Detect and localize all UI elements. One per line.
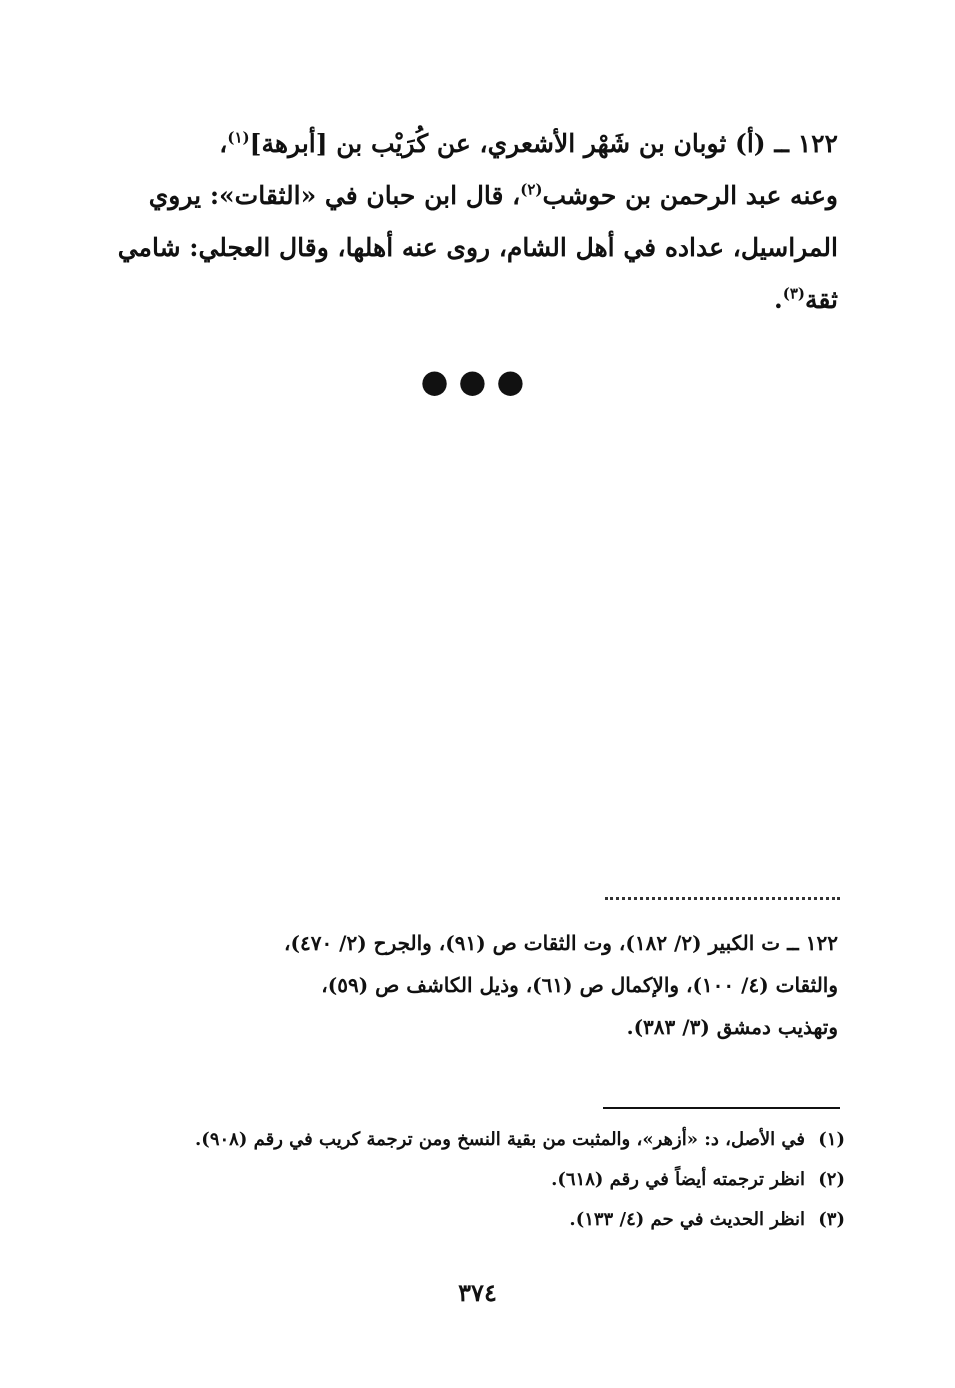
footnote-ref-2[interactable]: (٢) xyxy=(520,180,543,199)
entry-line-1 xyxy=(88,118,838,170)
sources-line-1: ١٢٢ ــ ت الكبير (٢/ ١٨٢)، وت الثقات ص (٩١)، والجرح (٢/ ٤٧٠)، xyxy=(284,931,838,955)
biography-entry xyxy=(88,118,838,326)
page-number: ٣٧٤ xyxy=(458,1278,497,1307)
entry-text-1: ١٢٢ ــ (أ) ثوبان بن شَهْر الأشعري، عن كُرَيْب بن [أبرهة] xyxy=(249,129,838,158)
footnote-text: في الأصل، د: «أزهر»، والمثبت من بقية النسخ ومن ترجمة كريب في رقم (٩٠٨). xyxy=(195,1129,805,1150)
entry-line-4 xyxy=(88,274,838,326)
footnote-ref-3[interactable]: (٣) xyxy=(782,284,805,303)
footnote-3 xyxy=(88,1200,845,1240)
sources-block xyxy=(88,922,838,1048)
sources-line-2: والثقات (٤/ ١٠٠)، والإكمال ص (٦١)، وذيل الكاشف ص (٥٩)، xyxy=(321,973,838,997)
entry-punct-4: . xyxy=(773,285,783,314)
footnote-divider xyxy=(603,1107,840,1109)
entry-line-3 xyxy=(88,222,838,274)
sources-divider xyxy=(605,897,840,900)
footnote-ref-1[interactable]: (١) xyxy=(227,128,250,147)
footnote-number: (١) xyxy=(818,1129,845,1150)
footnote-number: (٢) xyxy=(818,1169,845,1190)
section-separator: ●●● xyxy=(420,362,535,400)
sources-line-3: وتهذيب دمشق (٣/ ٣٨٣). xyxy=(626,1015,838,1039)
footnotes-block xyxy=(88,1120,845,1240)
entry-text-2b: ، قال ابن حبان في «الثقات»: يروي xyxy=(148,181,521,210)
entry-text-3: المراسيل، عداده في أهل الشام، روى عنه أهلها، وقال العجلي: شامي xyxy=(117,233,838,262)
entry-text-2a: وعنه عبد الرحمن بن حوشب xyxy=(542,181,838,210)
footnote-number: (٣) xyxy=(818,1209,845,1230)
entry-text-4: ثقة xyxy=(804,285,838,314)
footnote-2 xyxy=(88,1160,845,1200)
footnote-text: انظر الحديث في حم (٤/ ١٣٣). xyxy=(569,1209,805,1230)
entry-line-2 xyxy=(88,170,838,222)
footnote-1 xyxy=(88,1120,845,1160)
footnote-text: انظر ترجمته أيضاً في رقم (٦١٨). xyxy=(551,1169,805,1190)
entry-punct-1: ، xyxy=(219,129,228,158)
